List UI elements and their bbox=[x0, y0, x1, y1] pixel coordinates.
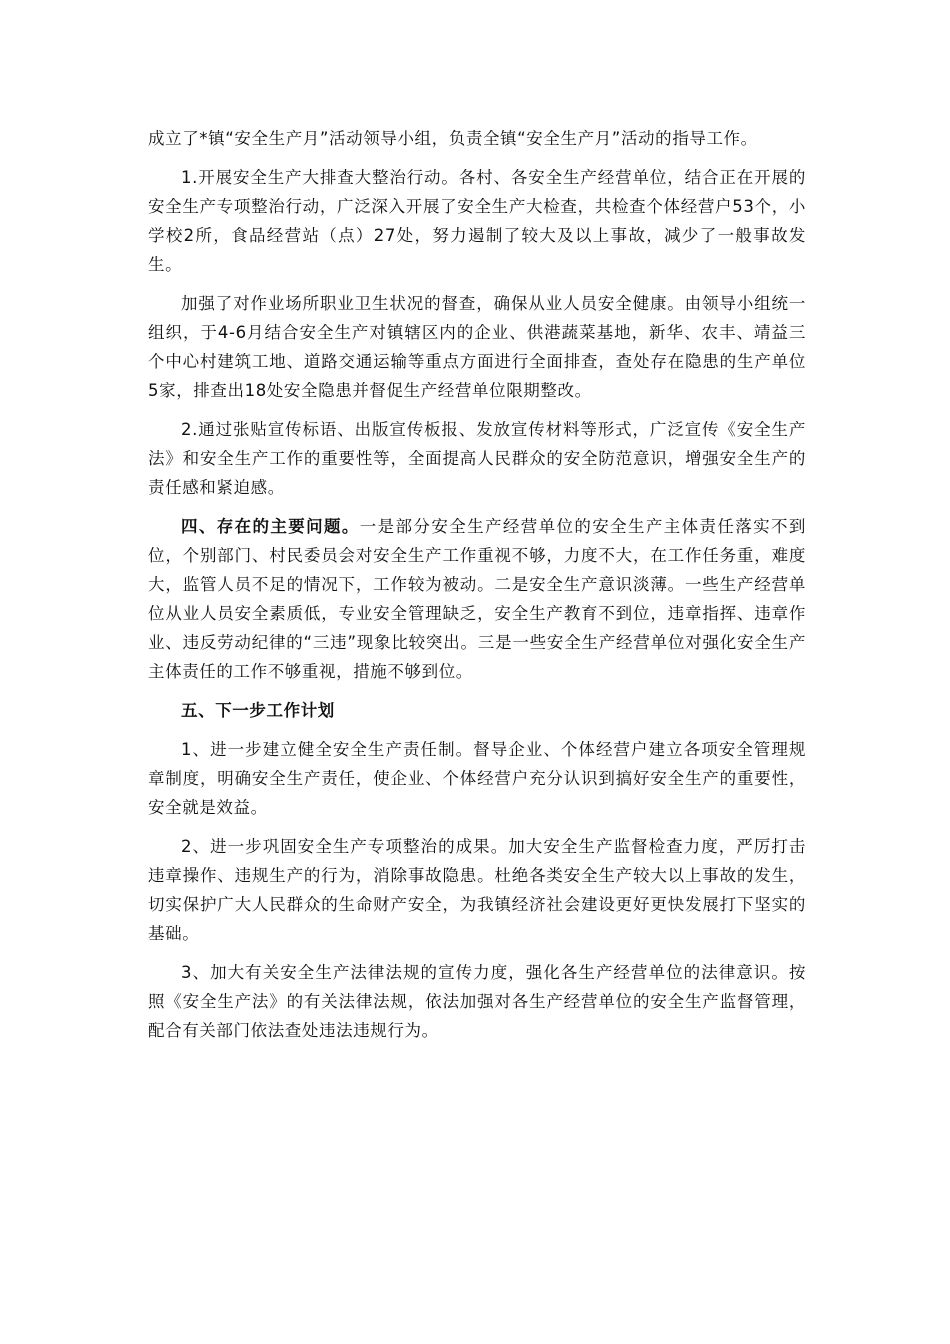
paragraph-responsibility-system: 1、进一步建立健全安全生产责任制。督导企业、个体经营户建立各项安全管理规章制度，明确安全生产责任，使企业、个体经营户充分认识到搞好安全生产的重要性，安全就是效益。 bbox=[148, 740, 806, 817]
paragraph-occupational-health: 加强了对作业场所职业卫生状况的督查，确保从业人员安全健康。由领导小组统一组织，于4-6月结合安全生产对镇辖区内的企业、供港蔬菜基地，新华、农丰、靖益三个中心村建筑工地、道路交通运输等重点方面进行全面排查，查处存在隐患的生产单位5家，排查出18处安全隐患并督促生产经营单位限期整改。 bbox=[148, 294, 806, 400]
paragraph-main-problems bbox=[148, 512, 806, 686]
paragraph-inspection-action: 1.开展安全生产大排查大整治行动。各村、各安全生产经营单位，结合正在开展的安全生产专项整治行动，广泛深入开展了安全生产大检查，共检查个体经营户53个，小学校2所，食品经营站（点）27处，努力遏制了较大及以上事故，减少了一般事故发生。 bbox=[148, 168, 806, 274]
paragraph-legal-publicity: 3、加大有关安全生产法律法规的宣传力度，强化各生产经营单位的法律意识。按照《安全生产法》的有关法律法规，依法加强对各生产经营单位的安全生产监督管理，配合有关部门依法查处违法违规行为。 bbox=[148, 963, 806, 1040]
main-problems-heading: 四、存在的主要问题。 bbox=[181, 517, 360, 536]
paragraph-rectification-results: 2、进一步巩固安全生产专项整治的成果。加大安全生产监督检查力度，严厉打击违章操作、违规生产的行为，消除事故隐患。杜绝各类安全生产较大以上事故的发生，切实保护广大人民群众的生命财产安全，为我镇经济社会建设更好更快发展打下坚实的基础。 bbox=[148, 837, 806, 943]
main-problems-text: 一是部分安全生产经营单位的安全生产主体责任落实不到位，个别部门、村民委员会对安全生产工作重视不够，力度不大，在工作任务重，难度大，监管人员不足的情况下，工作较为被动。二是安全生产意识淡薄。一些生产经营单位从业人员安全素质低，专业安全管理缺乏，安全生产教育不到位，违章指挥、违章作业、违反劳动纪律的“三违”现象比较突出。三是一些安全生产经营单位对强化安全生产主体责任的工作不够重视，措施不够到位。 bbox=[148, 517, 807, 681]
paragraph-publicity: 2.通过张贴宣传标语、出版宣传板报、发放宣传材料等形式，广泛宣传《安全生产法》和安全生产工作的重要性等，全面提高人民群众的安全防范意识，增强安全生产的责任感和紧迫感。 bbox=[148, 420, 806, 497]
document-body bbox=[148, 124, 806, 1055]
next-steps-heading: 五、下一步工作计划 bbox=[181, 701, 335, 720]
paragraph-leadership-group: 成立了*镇“安全生产月”活动领导小组，负责全镇“安全生产月”活动的指导工作。 bbox=[148, 129, 758, 148]
